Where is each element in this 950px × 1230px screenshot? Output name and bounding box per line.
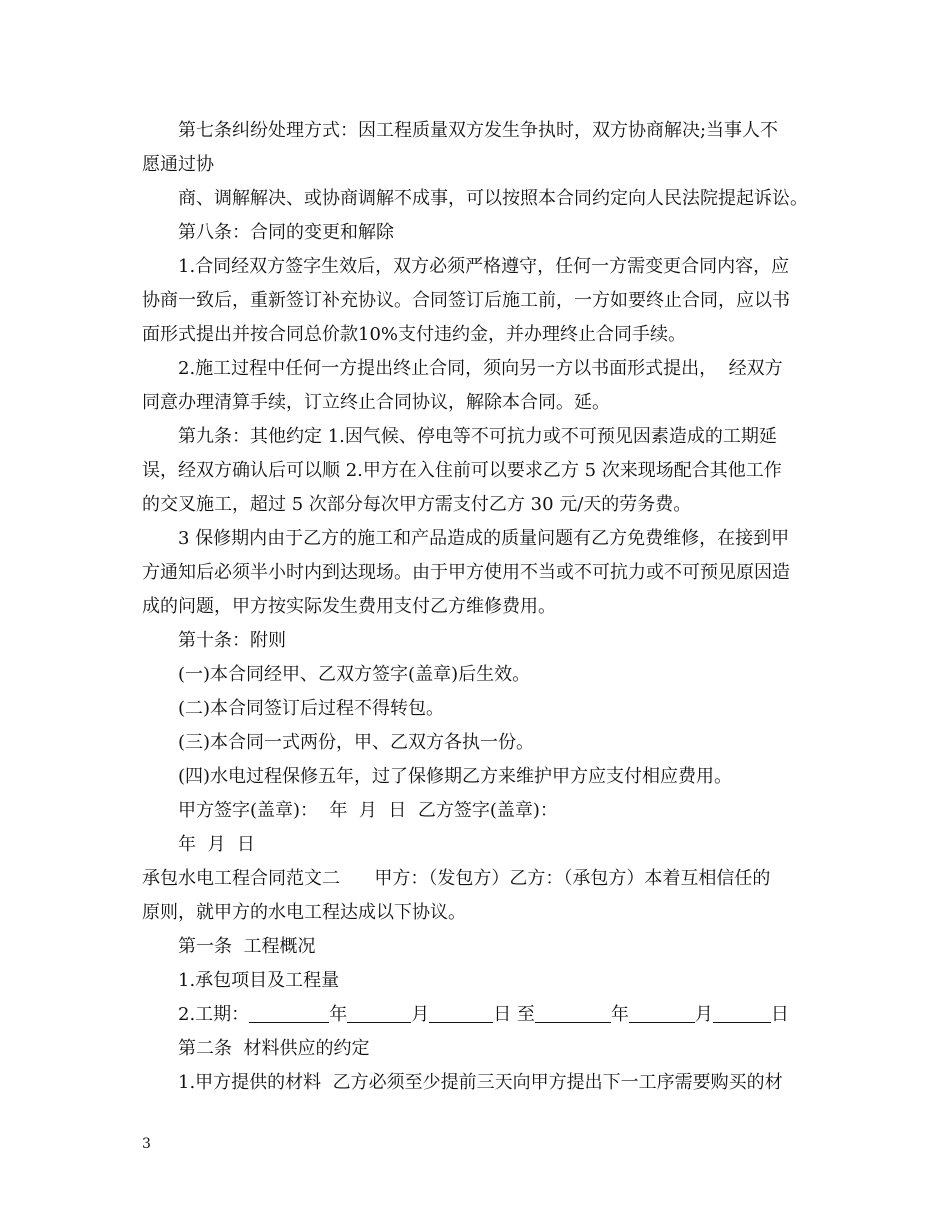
text-line: 第八条：合同的变更和解除: [178, 222, 394, 243]
schedule-label: 2.工期：: [178, 1004, 250, 1025]
page-number: 3: [142, 1136, 151, 1152]
paragraph-block-bottom: [142, 1032, 812, 1100]
start-year-blank: [249, 1000, 329, 1023]
text-line: 第七条纠纷处理方式：因工程质量双方发生争执时，双方协商解决;当事人不: [178, 120, 779, 141]
schedule-line: [142, 998, 812, 1032]
text-line: 的交叉施工，超过 5 次部分每次甲方需支付乙方 30 元/天的劳务费。: [142, 494, 692, 515]
text-line: 成的问题，甲方按实际发生费用支付乙方维修费用。: [142, 596, 556, 617]
start-month-label: 月: [411, 1004, 430, 1025]
end-year-blank: [535, 1000, 611, 1023]
text-line: 承包水电工程合同范文二 甲方：（发包方）乙方：（承包方）本着互相信任的: [142, 868, 771, 889]
text-line: 3 保修期内由于乙方的施工和产品造成的质量问题有乙方免费维修，在接到甲: [178, 528, 790, 549]
text-line: 第一条 工程概况: [178, 936, 316, 957]
end-day-label: 日: [770, 1004, 789, 1025]
document-body: [142, 114, 812, 1100]
text-line: 1.合同经双方签字生效后，双方必须严格遵守，任何一方需变更合同内容，应: [178, 256, 790, 277]
text-line: 误，经双方确认后可以顺 2.甲方在入住前可以要求乙方 5 次来现场配合其他工作: [142, 460, 782, 481]
start-day-label: 日: [493, 1004, 512, 1025]
text-line: 第二条 材料供应的约定: [178, 1038, 370, 1059]
text-line: 第十条：附则: [178, 630, 286, 651]
text-line: 甲方签字(盖章)： 年 月 日 乙方签字(盖章)：: [178, 800, 558, 821]
text-line: 商、调解解决、或协商调解不成事，可以按照本合同约定向人民法院提起诉讼。: [178, 188, 808, 209]
text-line: 愿通过协: [142, 154, 214, 175]
text-line: (一)本合同经甲、乙双方签字(盖章)后生效。: [178, 664, 531, 685]
end-day-blank: [713, 1000, 771, 1023]
text-line: 1.承包项目及工程量: [178, 970, 340, 991]
paragraph-block-top: [142, 114, 812, 998]
text-line: 同意办理清算手续，订立终止合同协议，解除本合同。延。: [142, 392, 610, 413]
text-line: 协商一致后，重新签订补充协议。合同签订后施工前，一方如要终止合同，应以书: [142, 290, 790, 311]
text-line: 年 月 日: [178, 834, 255, 855]
text-line: 2.施工过程中任何一方提出终止合同，须向另一方以书面形式提出， 经双方: [178, 358, 783, 379]
end-month-blank: [629, 1000, 695, 1023]
text-line: (二)本合同签订后过程不得转包。: [178, 698, 445, 719]
text-line: (四)水电过程保修五年，过了保修期乙方来维护甲方应支付相应费用。: [178, 766, 733, 787]
text-line: 原则，就甲方的水电工程达成以下协议。: [142, 902, 466, 923]
text-line: 面形式提出并按合同总价款10%支付违约金，并办理终止合同手续。: [142, 324, 687, 345]
start-day-blank: [429, 1000, 493, 1023]
start-year-label: 年: [329, 1004, 348, 1025]
text-line: 1.甲方提供的材料 乙方必须至少提前三天向甲方提出下一工序需要购买的材: [178, 1072, 783, 1093]
end-year-label: 年: [610, 1004, 629, 1025]
to-label: 至: [511, 1004, 535, 1025]
start-month-blank: [347, 1000, 411, 1023]
text-line: 方通知后必须半小时内到达现场。由于甲方使用不当或不可抗力或不可预见原因造: [142, 562, 790, 583]
end-month-label: 月: [694, 1004, 713, 1025]
text-line: 第九条：其他约定 1.因气候、停电等不可抗力或不可预见因素造成的工期延: [178, 426, 777, 447]
text-line: (三)本合同一式两份，甲、乙双方各执一份。: [178, 732, 535, 753]
